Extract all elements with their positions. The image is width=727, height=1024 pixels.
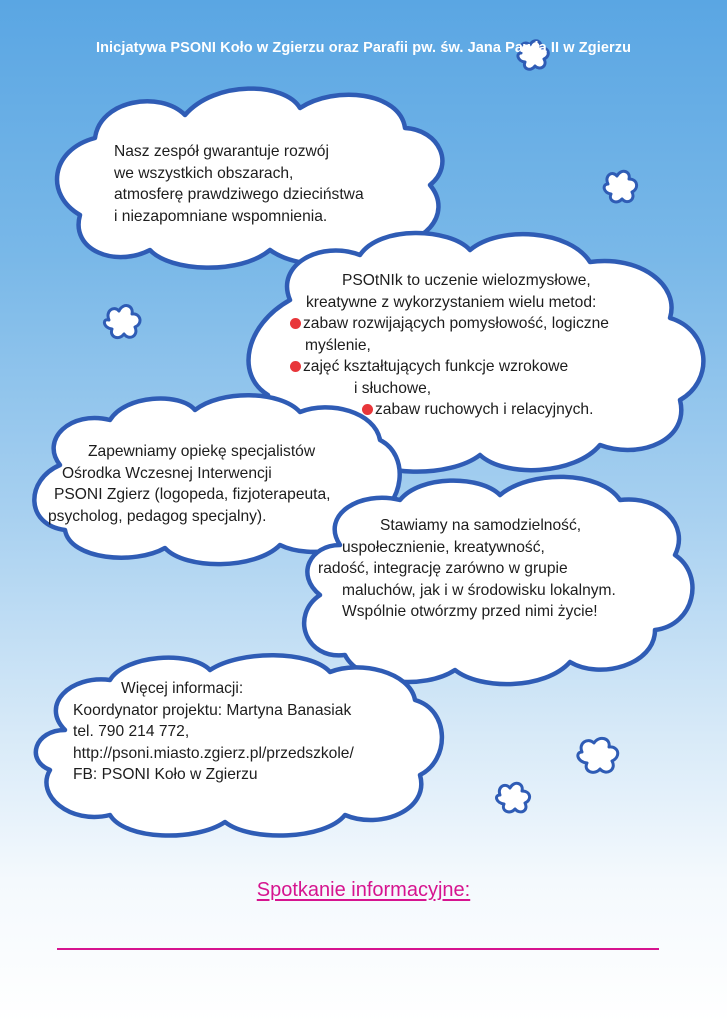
cloud-guarantee-text (114, 141, 364, 227)
text-line: PSOtNIk to uczenie wielozmysłowe, (342, 272, 591, 289)
cloud-psotnik-text (290, 270, 609, 421)
bullet-item: zajęć kształtujących funkcje wzrokowe (290, 356, 609, 378)
text-line: PSONI Zgierz (logopeda, fizjoterapeuta, (54, 486, 331, 503)
text-line: tel. 790 214 772, (73, 723, 190, 740)
cloud-independence-text (318, 515, 616, 623)
text-line: uspołecznienie, kreatywność, (342, 538, 545, 556)
text-line: http://psoni.miasto.zgierz.pl/przedszkole/ (73, 744, 354, 762)
text-line: Ośrodka Wczesnej Interwencji (62, 464, 272, 482)
text-line: FB: PSONI Koło w Zgierzu (73, 766, 258, 783)
flower-icon (604, 171, 636, 202)
bullet-dot-icon (362, 404, 373, 415)
meeting-heading: Spotkanie informacyjne: (256, 879, 471, 901)
text-line: i niezapomniane wspomnienia. (114, 207, 328, 225)
bullet-item: zabaw rozwijających pomysłowość, logiczne (290, 313, 609, 335)
text-line: Zapewniamy opiekę specjalistów (88, 443, 316, 460)
bullet-dot-icon (290, 361, 301, 372)
text-line: psycholog, pedagog specjalny). (48, 507, 267, 525)
text-line: Więcej informacji: (121, 680, 244, 697)
text-line: i słuchowe, (354, 379, 432, 397)
text-line: kreatywne z wykorzystaniem wielu metod: (306, 293, 597, 311)
meeting-fill-line (57, 948, 659, 950)
bullet-dot-icon (290, 318, 301, 329)
text-line: Koordynator projektu: Martyna Banasiak (73, 701, 352, 719)
text-line: Wspólnie otwórzmy przed nimi życie! (342, 603, 598, 620)
flower-icon (578, 738, 618, 772)
bullet-item: zabaw ruchowych i relacyjnych. (290, 399, 609, 421)
text-line: myślenie, (305, 336, 371, 354)
text-line: we wszystkich obszarach, (114, 164, 294, 182)
text-line: Nasz zespół gwarantuje rozwój (114, 143, 329, 160)
flower-icon (497, 783, 530, 812)
text-line: maluchów, jak i w środowisku lokalnym. (342, 581, 616, 599)
flower-icon (104, 306, 140, 338)
text-line: atmosferę prawdziwego dzieciństwa (114, 186, 364, 203)
header-initiative: Inicjatywa PSONI Koło w Zgierzu oraz Parafii pw. św. Jana Pawła II w Zgierzu (95, 40, 632, 56)
text-line: Stawiamy na samodzielność, (380, 517, 582, 534)
text-line: radość, integrację zarówno w grupie (318, 560, 568, 577)
cloud-info-text (73, 678, 354, 786)
cloud-specialists-text (48, 441, 331, 527)
